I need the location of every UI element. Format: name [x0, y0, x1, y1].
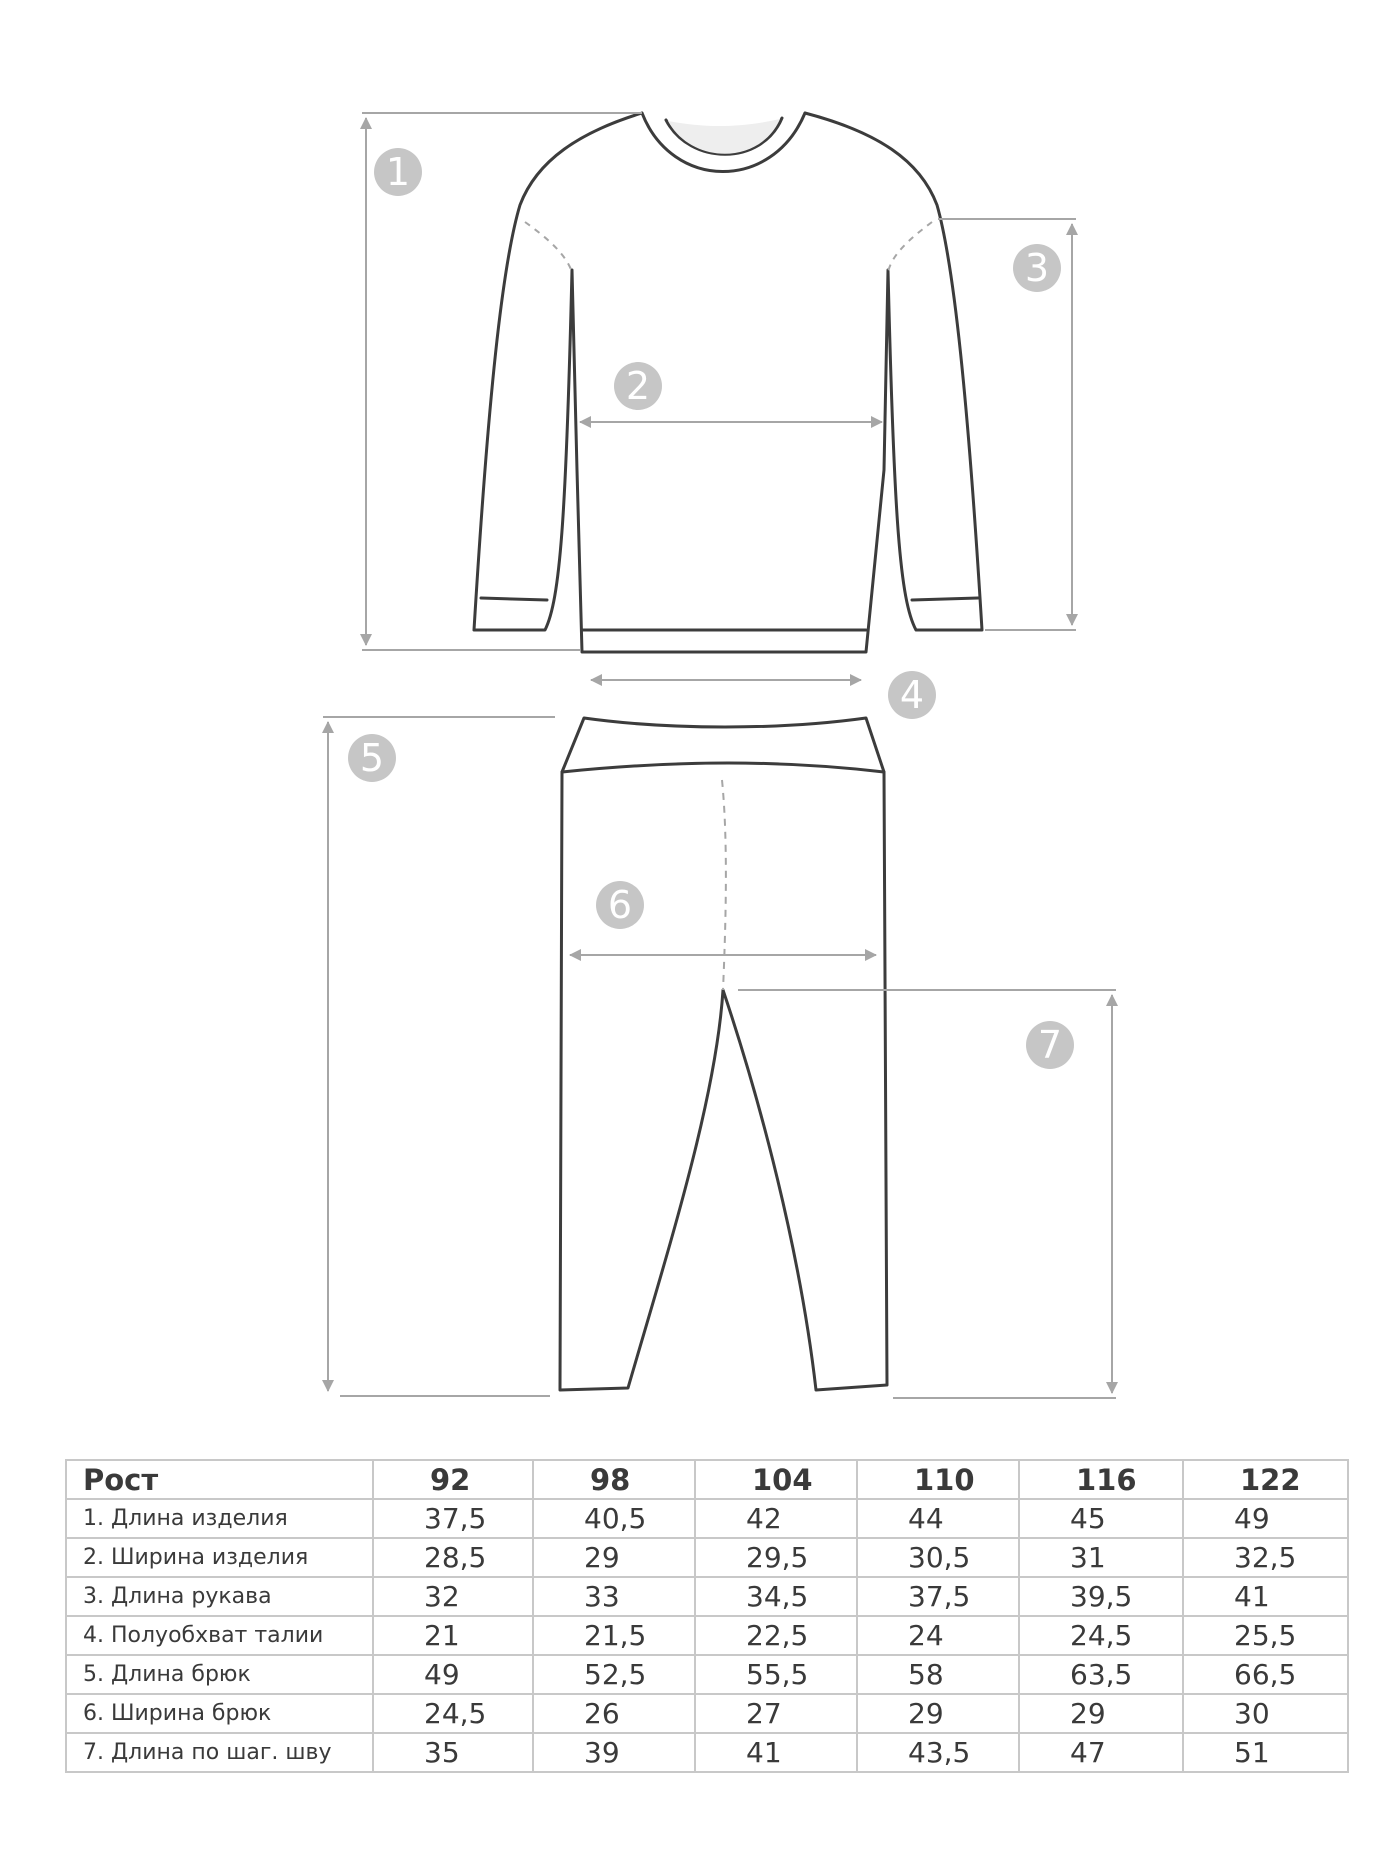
table-cell: 22,5	[695, 1616, 857, 1655]
table-cell: 21	[373, 1616, 533, 1655]
table-cell: 26	[533, 1694, 695, 1733]
table-cell: 49	[373, 1655, 533, 1694]
table-cell: 33	[533, 1577, 695, 1616]
table-cell: 29,5	[695, 1538, 857, 1577]
table-cell: 45	[1019, 1499, 1183, 1538]
badge-3	[1013, 244, 1061, 292]
table-cell: 30	[1183, 1694, 1348, 1733]
table-header-row	[66, 1460, 1348, 1499]
table-cell: 37,5	[373, 1499, 533, 1538]
table-cell: 39	[533, 1733, 695, 1772]
pants-center-seam	[722, 780, 726, 990]
height-header: Рост	[66, 1460, 373, 1499]
row-label: 4. Полуобхват талии	[66, 1616, 373, 1655]
table-cell: 51	[1183, 1733, 1348, 1772]
table-cell: 47	[1019, 1733, 1183, 1772]
table-cell: 52,5	[533, 1655, 695, 1694]
size-header: 98	[533, 1460, 695, 1499]
table-cell: 44	[857, 1499, 1019, 1538]
table-cell: 29	[857, 1694, 1019, 1733]
table-cell: 37,5	[857, 1577, 1019, 1616]
svg-text:4: 4	[899, 673, 925, 717]
badge-6	[596, 881, 644, 929]
table-cell: 34,5	[695, 1577, 857, 1616]
table-cell: 41	[695, 1733, 857, 1772]
svg-text:6: 6	[607, 883, 633, 927]
table-cell: 43,5	[857, 1733, 1019, 1772]
table-row	[66, 1616, 1348, 1655]
table-cell: 49	[1183, 1499, 1348, 1538]
svg-text:3: 3	[1024, 246, 1050, 290]
sweatshirt-seams	[525, 222, 932, 272]
table-cell: 29	[1019, 1694, 1183, 1733]
table-cell: 32,5	[1183, 1538, 1348, 1577]
row-label: 3. Длина рукава	[66, 1577, 373, 1616]
table-cell: 24	[857, 1616, 1019, 1655]
table-cell: 55,5	[695, 1655, 857, 1694]
table-cell: 29	[533, 1538, 695, 1577]
size-header: 116	[1019, 1460, 1183, 1499]
badge-4	[888, 671, 936, 719]
svg-text:1: 1	[385, 150, 411, 194]
pants-outline	[560, 718, 887, 1390]
table-cell: 41	[1183, 1577, 1348, 1616]
table-row	[66, 1577, 1348, 1616]
size-header: 92	[373, 1460, 533, 1499]
table-cell: 32	[373, 1577, 533, 1616]
table-cell: 30,5	[857, 1538, 1019, 1577]
table-cell: 28,5	[373, 1538, 533, 1577]
row-label: 1. Длина изделия	[66, 1499, 373, 1538]
neck-opening	[668, 119, 780, 154]
size-chart-table	[65, 1459, 1349, 1773]
table-cell: 24,5	[373, 1694, 533, 1733]
sweatshirt-outline	[474, 113, 982, 652]
table-cell: 27	[695, 1694, 857, 1733]
size-header: 104	[695, 1460, 857, 1499]
table-cell: 66,5	[1183, 1655, 1348, 1694]
table-row	[66, 1538, 1348, 1577]
table-cell: 35	[373, 1733, 533, 1772]
badge-7	[1026, 1021, 1074, 1069]
measurement-lines	[323, 113, 1116, 1398]
badge-2	[614, 362, 662, 410]
table-cell: 63,5	[1019, 1655, 1183, 1694]
row-label: 7. Длина по шаг. шву	[66, 1733, 373, 1772]
table-cell: 25,5	[1183, 1616, 1348, 1655]
badge-5	[348, 734, 396, 782]
row-label: 6. Ширина брюк	[66, 1694, 373, 1733]
table-cell: 58	[857, 1655, 1019, 1694]
table-row	[66, 1733, 1348, 1772]
table-cell: 39,5	[1019, 1577, 1183, 1616]
table-cell: 24,5	[1019, 1616, 1183, 1655]
table-cell: 42	[695, 1499, 857, 1538]
row-label: 5. Длина брюк	[66, 1655, 373, 1694]
table-row	[66, 1694, 1348, 1733]
svg-text:7: 7	[1037, 1023, 1063, 1067]
badge-1	[374, 148, 422, 196]
svg-text:5: 5	[359, 736, 385, 780]
table-cell: 31	[1019, 1538, 1183, 1577]
size-header: 122	[1183, 1460, 1348, 1499]
table-cell: 21,5	[533, 1616, 695, 1655]
svg-text:2: 2	[625, 364, 651, 408]
table-cell: 40,5	[533, 1499, 695, 1538]
row-label: 2. Ширина изделия	[66, 1538, 373, 1577]
table-row	[66, 1655, 1348, 1694]
table-row	[66, 1499, 1348, 1538]
size-header: 110	[857, 1460, 1019, 1499]
